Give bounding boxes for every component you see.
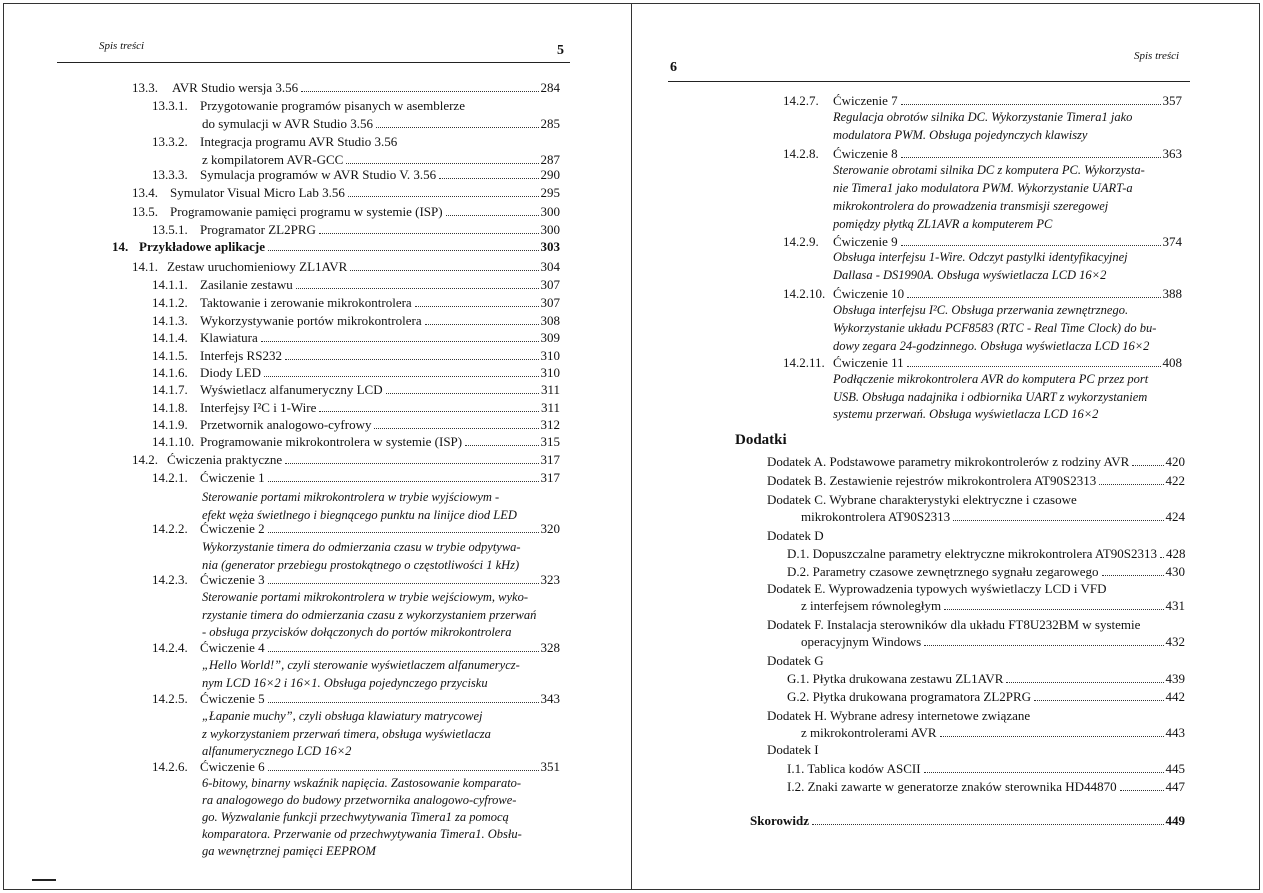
entry-page: 343 [540,691,560,706]
entry-page: 408 [1162,355,1182,370]
entry-number: 14.1.3. [152,313,188,328]
entry-number: 14.2.3. [152,572,188,587]
toc-entry [787,670,1185,687]
leader-dots [1006,682,1163,683]
entry-page: 388 [1162,286,1182,301]
entry-number: 13.3.2. [152,134,188,149]
leader-dots [268,770,539,771]
entry-page: 357 [1162,93,1182,108]
leader-dots [285,463,538,464]
toc-entry-continuation [801,597,1185,614]
toc-entry [783,233,1182,250]
entry-page: 290 [540,167,560,182]
description-line: Sterowanie portami mikrokontrolera w trybie wejściowym, wyko- [202,590,528,604]
toc-entry [787,778,1185,795]
description-line: rzystanie timera do odmierzania czasu z wykorzystaniem przerwań [202,607,537,622]
entry-title: I.1. Tablica kodów ASCII [787,761,921,776]
entry-number: 14.1.9. [152,417,188,432]
entry-page: 311 [540,382,560,397]
entry-title: Programowanie mikrokontrolera w systemie (ISP) [200,434,463,449]
entry-page: 351 [540,759,560,774]
exercise-description [202,657,520,692]
entry-number: 13.5.1. [152,222,188,237]
entry-title: I.2. Znaki zawarte w generatorze znaków sterownika HD44870 [787,779,1117,794]
leader-dots [812,824,1164,825]
description-line: komparatora. Przerwanie od przechwytywania Timera1. Obsłu- [202,827,522,841]
entry-page: 317 [540,470,560,485]
right-page [632,0,1263,893]
entry-title: Symulator Visual Micro Lab 3.56 [170,185,345,200]
entry-title: Dodatek A. Podstawowe parametry mikrokontrolerów z rodziny AVR [767,454,1130,469]
leader-dots [376,127,539,128]
exercise-description [833,108,1132,144]
description-line: „Hello World!”, czyli sterowanie wyświetlaczem alfanumerycz- [202,658,520,672]
entry-page: 317 [540,452,560,467]
entry-title-continuation: do symulacji w AVR Studio 3.56 [202,116,373,131]
toc-entry [152,294,560,311]
leader-dots [319,233,539,234]
description-line: Regulacja obrotów silnika DC. Wykorzystanie Timera1 jako [833,110,1133,124]
description-line: „Łapanie muchy”, czyli obsługa klawiatury matrycowej [202,709,483,723]
entry-page: 320 [540,521,560,536]
description-line: pomiędzy płytką ZL1AVR a komputerem PC [833,217,1053,231]
entry-page: 285 [540,116,560,131]
index-page: 449 [1165,813,1185,828]
entry-title: AVR Studio wersja 3.56 [172,80,299,95]
description-line: ga wewnętrznej pamięci EEPROM [202,844,376,858]
leader-dots [268,250,538,251]
entry-title: Ćwiczenie 3 [200,572,265,587]
description-line: mikrokontrolera do prowadzenia transmisji szeregowej [833,199,1109,213]
entry-number: 14.2.4. [152,640,188,655]
exercise-description [202,538,521,574]
entry-number: 14.2.1. [152,470,188,485]
exercise-description [202,708,491,761]
toc-entry [132,258,560,275]
entry-page: 287 [540,152,560,167]
leader-dots [924,645,1163,646]
leader-dots [301,91,538,92]
entry-page: 420 [1165,454,1185,469]
entry-title: Dodatek I [767,742,819,757]
entry-page: 445 [1165,761,1185,776]
description-line: alfanumerycznego LCD 16×2 [202,744,352,758]
entry-page: 428 [1166,546,1186,561]
entry-page: 439 [1165,671,1185,686]
description-line: efekt węża świetlnego i biegnącego punktu na linijce diod LED [202,508,517,522]
entry-title: Diody LED [200,365,262,380]
toc-entry [767,472,1185,489]
toc-entry [152,571,560,588]
entry-title: D.1. Dopuszczalne parametry elektryczne mikrokontrolera AT90S2313 [787,546,1158,561]
entry-title: Wykorzystywanie portów mikrokontrolera [200,313,422,328]
description-line: modulatora PWM. Obsługa pojedynczych klawiszy [833,128,1088,142]
toc-entry [783,145,1182,162]
entry-number: 14.1.5. [152,348,188,363]
page-number: 6 [670,60,677,75]
description-line: - obsługa przycisków dołączonych do portów mikrokontrolera [202,625,512,639]
entry-page: 442 [1165,689,1185,704]
entry-title: Wyświetlacz alfanumeryczny LCD [200,382,383,397]
toc-entry [152,416,560,433]
leader-dots [285,359,539,360]
toc-entry [767,453,1185,470]
toc-entry-continuation [801,633,1185,650]
toc-entry [152,469,560,486]
entry-number: 13.3.1. [152,98,188,113]
entry-title: Programator ZL2PRG [200,222,316,237]
entry-title: Zestaw uruchomieniowy ZL1AVR [167,259,348,274]
description-line: Podłączenie mikrokontrolera AVR do komputera PC przez port [833,372,1149,386]
entry-page: 323 [540,572,560,587]
leader-dots [1099,484,1163,485]
entry-page: 303 [540,239,560,254]
entry-page: 315 [540,434,560,449]
entry-number: 14.1.8. [152,400,188,415]
leader-dots [346,163,538,164]
entry-title: Ćwiczenie 11 [833,355,904,370]
entry-page: 295 [540,185,560,200]
description-line: Dallasa - DS1990A. Obsługa wyświetlacza LCD 16×2 [833,267,1107,282]
exercise-description [202,589,536,642]
toc-entry [132,79,560,96]
running-title: Spis treści [1134,50,1180,62]
entry-page: 424 [1165,509,1185,524]
entry-number: 14.2. [132,452,158,467]
toc-entry [767,741,1185,758]
toc-entry [767,707,1185,724]
toc-entry [767,652,1185,669]
entry-page: 284 [540,80,560,95]
leader-dots [1034,700,1163,701]
leader-dots [268,702,539,703]
exercise-description [202,488,517,524]
entry-title-continuation: z kompilatorem AVR-GCC [202,152,344,167]
entry-number: 14.1.10. [152,434,195,449]
entry-number: 14.1.6. [152,365,188,380]
leader-dots [446,215,539,216]
entry-title: Przygotowanie programów pisanych w asemblerze [200,98,465,113]
entry-page: 431 [1165,598,1185,613]
leader-dots [944,609,1163,610]
leader-dots [1120,790,1164,791]
description-line: Obsługa interfejsu I²C. Obsługa przerwania zewnętrznego. [833,303,1129,317]
toc-entry [783,92,1182,109]
entry-title: G.2. Płytka drukowana programatora ZL2PRG [787,689,1032,704]
leader-dots [907,366,1161,367]
entry-number: 14.2.5. [152,691,188,706]
entry-number: 14.1.1. [152,277,188,292]
entry-number: 13.4. [132,185,158,200]
entry-page: 447 [1165,779,1185,794]
entry-title: Ćwiczenia praktyczne [167,452,283,467]
entry-title-continuation: operacyjnym Windows [801,634,922,649]
exercise-description [833,249,1128,284]
description-line: z wykorzystaniem przerwań timera, obsługa wyświetlacza [202,726,491,741]
entry-title: Dodatek E. Wyprowadzenia typowych wyświetlaczy LCD i VFD [767,581,1107,596]
toc-entry [112,238,560,255]
toc-entry [787,760,1185,777]
exercise-description [833,161,1145,233]
leader-dots [901,157,1161,158]
entry-title: Ćwiczenie 8 [833,146,898,161]
entry-number: 14.2.9. [783,234,819,249]
toc-entry [152,347,560,364]
leader-dots [268,532,539,533]
exercise-description [202,775,522,860]
leader-dots [261,341,539,342]
entry-title: Ćwiczenie 9 [833,234,898,249]
toc-entry [152,381,560,398]
toc-entry [783,354,1182,371]
entry-title: Ćwiczenie 10 [833,286,905,301]
entry-title: Przykładowe aplikacje [139,239,266,254]
entry-title: Dodatek F. Instalacja sterowników dla układu FT8U232BM w systemie [767,617,1141,632]
leader-dots [348,196,539,197]
leader-dots [319,411,539,412]
entry-page: 432 [1165,634,1185,649]
description-line: Sterowanie obrotami silnika DC z komputera PC. Wykorzysta- [833,163,1145,177]
entry-page: 312 [540,417,560,432]
description-line: go. Wyzwalanie funkcji przechwytywania Timera1 za pomocą [202,810,509,824]
description-line: ra analogowego do budowy przetwornika analogowo-cyfrowe- [202,793,517,807]
leader-dots [374,428,538,429]
toc-entry [152,97,560,114]
toc-entry-continuation [801,508,1185,525]
exercise-description [833,371,1148,424]
entry-title: G.1. Płytka drukowana zestawu ZL1AVR [787,671,1004,686]
entry-title: Przetwornik analogowo-cyfrowy [200,417,372,432]
entry-page: 310 [540,348,560,363]
description-line: Sterowanie portami mikrokontrolera w trybie wyjściowym - [202,490,500,504]
entry-title: Ćwiczenie 2 [200,521,265,536]
leader-dots [296,288,539,289]
entry-page: 300 [540,222,560,237]
toc-entry [132,203,560,220]
toc-entry [787,688,1185,705]
entry-title: Programowanie pamięci programu w systemie (ISP) [170,204,443,219]
entry-title: Dodatek G [767,653,824,668]
leader-dots [924,772,1164,773]
entry-page: 363 [1162,146,1182,161]
entry-number: 13.5. [132,204,158,219]
entry-title: D.2. Parametry czasowe zewnętrznego sygnału zegarowego [787,564,1099,579]
leader-dots [940,736,1164,737]
entry-page: 328 [540,640,560,655]
description-line: USB. Obsługa nadajnika i odbiornika UART z wykorzystaniem [833,389,1148,404]
entry-number: 14.2.11. [783,355,825,370]
leader-dots [439,178,538,179]
entry-title: Taktowanie i zerowanie mikrokontrolera [200,295,412,310]
entry-title: Ćwiczenie 6 [200,759,265,774]
entry-number: 14.1.7. [152,382,188,397]
appendix-section-title: Dodatki [735,432,787,448]
entry-page: 307 [540,295,560,310]
leader-dots [268,583,539,584]
entry-page: 309 [540,330,560,345]
toc-entry [152,758,560,775]
entry-title: Ćwiczenie 5 [200,691,265,706]
entry-title-continuation: mikrokontrolera AT90S2313 [801,509,951,524]
description-line: systemu przerwań. Obsługa wyświetlacza LCD 16×2 [833,407,1099,421]
entry-title: Ćwiczenie 7 [833,93,898,108]
entry-page: 422 [1165,473,1185,488]
entry-page: 374 [1162,234,1182,249]
leader-dots [386,393,539,394]
entry-title: Integracja programu AVR Studio 3.56 [200,134,398,149]
toc-entry [152,690,560,707]
leader-dots [268,651,539,652]
description-line: dowy zegara 24-godzinnego. Obsługa wyświetlacza LCD 16×2 [833,339,1150,353]
entry-number: 13.3. [132,80,158,95]
entry-title: Dodatek H. Wybrane adresy internetowe związane [767,708,1031,723]
entry-number: 14.2.10. [783,286,826,301]
toc-entry [152,133,560,150]
leader-dots [907,297,1160,298]
entry-title: Symulacja programów w AVR Studio V. 3.56 [200,167,437,182]
entry-title: Interfejsy I²C i 1-Wire [200,400,317,415]
description-line: Wykorzystanie układu PCF8583 (RTC - Real Time Clock) do bu- [833,321,1157,335]
entry-page: 300 [540,204,560,219]
entry-page: 310 [540,365,560,380]
header-rule [57,62,570,63]
toc-entry [767,491,1185,508]
entry-page: 307 [540,277,560,292]
leader-dots [350,270,538,271]
running-title: Spis treści [99,40,145,52]
entry-page: 443 [1165,725,1185,740]
entry-title: Interfejs RS232 [200,348,282,363]
entry-title: Dodatek D [767,528,824,543]
entry-page: 308 [540,313,560,328]
leader-dots [425,324,539,325]
leader-dots [1102,575,1164,576]
toc-entry [152,276,560,293]
entry-title: Dodatek B. Zestawienie rejestrów mikrokontrolera AT90S2313 [767,473,1097,488]
entry-number: 14.2.2. [152,521,188,536]
toc-entry [767,580,1185,597]
toc-entry [783,285,1182,302]
toc-entry [152,520,560,537]
entry-number: 14.2.8. [783,146,819,161]
entry-page: 311 [540,400,560,415]
entry-title: Ćwiczenie 4 [200,640,265,655]
leader-dots [465,445,538,446]
exercise-description [833,301,1156,355]
description-line: nie Timera1 jako modulatora PWM. Wykorzystanie UART-a [833,181,1133,195]
toc-entry [132,451,560,468]
toc-entry-continuation [202,115,560,132]
leader-dots [1160,557,1164,558]
toc-entry [152,364,560,381]
description-line: 6-bitowy, binarny wskaźnik napięcia. Zastosowanie komparato- [202,776,522,790]
description-line: nym LCD 16×2 i 16×1. Obsługa pojedynczego przycisku [202,675,488,690]
toc-entry [787,545,1185,562]
entry-number: 14.2.7. [783,93,819,108]
toc-entry [767,527,1185,544]
leader-dots [268,481,539,482]
description-line: Wykorzystanie timera do odmierzania czasu w trybie odpytywa- [202,540,521,554]
description-line: Obsługa interfejsu 1-Wire. Odczyt pastylki identyfikacyjnej [833,250,1128,264]
entry-title: Ćwiczenie 1 [200,470,265,485]
index-entry [750,812,1185,829]
description-line: nia (generator przebiegu prostokątnego o częstotliwości 1 kHz) [202,558,520,572]
entry-title-continuation: z interfejsem równoległym [801,598,942,613]
entry-number: 14.1. [132,259,158,274]
entry-page: 304 [540,259,560,274]
toc-entry [152,221,560,238]
toc-entry [787,563,1185,580]
toc-entry-continuation [801,724,1185,741]
toc-entry [767,616,1185,633]
toc-entry [132,184,560,201]
page-number: 5 [557,43,564,58]
leader-dots [415,306,539,307]
toc-entry [152,312,560,329]
leader-dots [1132,465,1163,466]
toc-entry [152,166,560,183]
entry-title: Klawiatura [200,330,258,345]
entry-page: 430 [1165,564,1185,579]
entry-number: 14.1.2. [152,295,188,310]
left-page [0,0,631,893]
entry-title-continuation: z mikrokontrolerami AVR [801,725,937,740]
toc-entry [152,329,560,346]
entry-title: Zasilanie zestawu [200,277,293,292]
leader-dots [264,376,538,377]
leader-dots [901,104,1161,105]
entry-number: 14. [112,239,129,254]
toc-entry [152,399,560,416]
index-title: Skorowidz [750,813,809,828]
entry-number: 14.1.4. [152,330,188,345]
leader-dots [953,520,1163,521]
leader-dots [901,245,1161,246]
entry-number: 14.2.6. [152,759,188,774]
entry-title: Dodatek C. Wybrane charakterystyki elektryczne i czasowe [767,492,1077,507]
toc-entry [152,639,560,656]
header-rule [668,81,1190,82]
entry-number: 13.3.3. [152,167,188,182]
toc-entry [152,433,560,450]
